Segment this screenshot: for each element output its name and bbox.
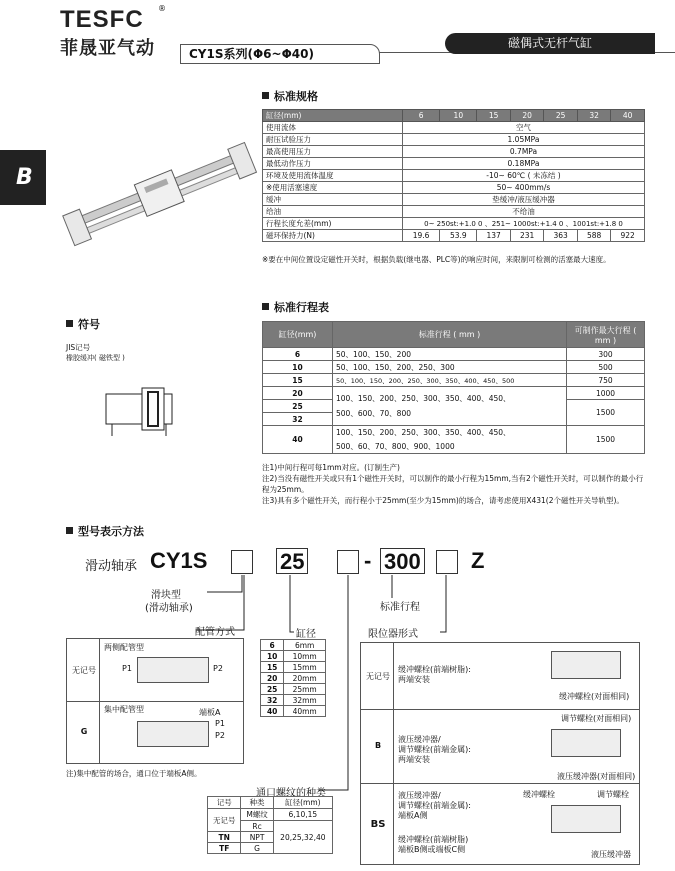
model-dash: - xyxy=(364,548,372,573)
limiter-desc: 液压缓冲器/ 调节螺栓(前端金属): 两端安装 xyxy=(398,735,471,764)
stroke-bore: 6 xyxy=(263,348,333,361)
stroke-bore: 15 xyxy=(263,374,333,387)
spec-note: ※要在中间位置设定磁性开关时，根据负载(继电器、PLC等)的响应时间，来限制可检测的活塞最大速度。 xyxy=(262,255,611,264)
thread-bores: 20,25,32,40 xyxy=(273,821,332,854)
bore-code: 40 xyxy=(261,706,284,717)
port-label: P2 xyxy=(215,731,225,740)
spec-bore: 15 xyxy=(477,110,510,122)
stroke-bore: 32 xyxy=(263,413,333,426)
thread-type: NPT xyxy=(241,832,273,843)
bore-code: 20 xyxy=(261,673,284,684)
pipe-code: 无记号 xyxy=(72,666,96,675)
stroke-heading: 标准行程表 xyxy=(262,299,329,315)
cylinder-illustration xyxy=(137,657,209,683)
spec-bore: 20 xyxy=(510,110,543,122)
stroke-bore: 20 xyxy=(263,387,333,400)
thread-header: 种类 xyxy=(241,797,273,809)
spec-row-label: 行程长度允差(mm) xyxy=(263,218,403,230)
spec-row-label: 使用流体 xyxy=(263,122,403,134)
bore-label: 缸径 xyxy=(296,629,316,640)
stroke-list: 50、100、150、200 xyxy=(333,348,567,361)
limiter-desc: 液压缓冲器/ 调节螺栓(前端金属): 端板A侧 xyxy=(398,791,471,820)
force-value: 137 xyxy=(477,230,510,242)
spec-row-label: 给油 xyxy=(263,206,403,218)
limiter-caption: 液压缓冲器(对面相同) xyxy=(557,772,636,781)
stroke-list-line: 500、60、70、800、900、1000 xyxy=(336,442,455,451)
limiter-code: BS xyxy=(370,819,386,830)
stroke-label: 标准行程 xyxy=(380,602,420,613)
plate-label: 端板A xyxy=(199,708,221,717)
stroke-bore: 10 xyxy=(263,361,333,374)
force-value: 53.9 xyxy=(440,230,477,242)
limiter-caption: 液压缓冲器 xyxy=(591,850,631,859)
spec-row-value: 1.05MPa xyxy=(403,134,645,146)
spec-row-label: 耐压试验压力 xyxy=(263,134,403,146)
spec-bore: 25 xyxy=(544,110,577,122)
stroke-max: 1000 xyxy=(567,387,645,400)
thread-header: 缸径(mm) xyxy=(273,797,332,809)
limiter-label: 限位器形式 xyxy=(368,629,418,640)
spec-bore: 10 xyxy=(440,110,477,122)
cylinder-illustration xyxy=(551,729,621,757)
force-value: 588 xyxy=(577,230,610,242)
jis-sub: 橡胶缓冲( 磁铁型 ) xyxy=(66,354,125,362)
spec-row-value: 不给油 xyxy=(403,206,645,218)
limiter-caption: 缓冲螺栓(对面相同) xyxy=(559,692,630,701)
limiter-caption: 调节螺栓 xyxy=(597,790,629,799)
spec-row-label: 磁环保持力(N) xyxy=(263,230,403,242)
port-label: P1 xyxy=(122,664,132,673)
stroke-bore: 40 xyxy=(263,426,333,454)
spec-row-value: 垫缓冲/液压缓冲器 xyxy=(403,194,645,206)
bore-code: 15 xyxy=(261,662,284,673)
bore-code: 25 xyxy=(261,684,284,695)
thread-code: TF xyxy=(208,843,241,854)
spec-row-label: ※使用活塞速度 xyxy=(263,182,403,194)
spec-row-value: 空气 xyxy=(403,122,645,134)
spec-row-value: -10~ 60℃ ( 未冻结 ) xyxy=(403,170,645,182)
spec-row-label: 缓冲 xyxy=(263,194,403,206)
force-value: 922 xyxy=(611,230,645,242)
limiter-caption: 调节螺栓(对面相同) xyxy=(561,714,632,723)
thread-header: 记号 xyxy=(208,797,241,809)
spec-heading: 标准规格 xyxy=(262,88,318,104)
thread-type: Rc xyxy=(241,821,273,832)
bore-size: 10mm xyxy=(284,651,326,662)
stroke-list-line: 100、150、200、250、300、350、400、450、 xyxy=(336,394,511,403)
spec-row-value: 0~ 250st:+1.0 0 、251~ 1000st:+1.4 0 、1001st:+1.8 0 xyxy=(403,218,645,230)
limiter-desc: 缓冲螺栓(前端树脂) 端板B侧或端板C侧 xyxy=(398,835,469,854)
spec-row-label: 环境及使用流体温度 xyxy=(263,170,403,182)
force-value: 363 xyxy=(544,230,577,242)
cylinder-illustration xyxy=(137,721,209,747)
stroke-list: 50、100、150、200、250、300、350、400、450、500 xyxy=(333,374,567,387)
jis-label: JIS记号 xyxy=(66,343,91,352)
spec-bore: 6 xyxy=(403,110,440,122)
stroke-note: 注1)中间行程可每1mm对应。(订制生产) xyxy=(262,463,400,472)
page-title: 磁偶式无杆气缸 xyxy=(445,33,655,54)
series-label: CY1S系列(Φ6~Φ40) xyxy=(180,44,380,64)
stroke-col-header: 标准行程 ( mm ) xyxy=(333,322,567,348)
stroke-list: 50、100、150、200、250、300 xyxy=(333,361,567,374)
port-label: P2 xyxy=(213,664,223,673)
pipe-name: 两侧配管型 xyxy=(104,643,144,652)
limiter-code: B xyxy=(374,741,382,750)
stroke-list-line: 500、600、70、800 xyxy=(336,409,411,418)
brand-name-cn: 菲晟亚气动 xyxy=(60,38,155,59)
spec-bore-label: 缸径(mm) xyxy=(263,110,403,122)
thread-label: 通口螺纹的种类 xyxy=(256,788,326,799)
bore-table xyxy=(260,639,326,717)
stroke-col-header: 缸径(mm) xyxy=(263,322,333,348)
thread-type: M螺纹 xyxy=(241,809,273,821)
model-stroke: 300 xyxy=(380,548,425,574)
stroke-max: 1500 xyxy=(567,400,645,426)
pipe-code: G xyxy=(80,727,88,736)
pipe-note: 注)集中配管的场合，通口位于端板A侧。 xyxy=(66,769,202,778)
bore-code: 32 xyxy=(261,695,284,706)
spec-row-value: 50~ 400mm/s xyxy=(403,182,645,194)
force-value: 19.6 xyxy=(403,230,440,242)
port-label: P1 xyxy=(215,719,225,728)
stroke-list-line: 100、150、200、250、300、350、400、450、 xyxy=(336,428,511,437)
bore-size: 6mm xyxy=(284,640,326,651)
stroke-note: 注2)当没有磁性开关或只有1个磁性开关时，可以制作的最小行程为15mm,当有2个磁性开关时，可以制作的最小行程为25mm。 xyxy=(262,474,644,494)
slide-type-sub: (滑动轴承) xyxy=(145,603,193,614)
model-heading: 型号表示方法 xyxy=(66,523,144,539)
model-z: Z xyxy=(471,548,485,573)
cylinder-illustration xyxy=(551,805,621,833)
stroke-col-header: 可制作最大行程 ( mm ) xyxy=(567,322,645,348)
thread-code: 无记号 xyxy=(208,809,241,832)
bore-size: 20mm xyxy=(284,673,326,684)
spec-bore: 32 xyxy=(577,110,610,122)
thread-bores: 6,10,15 xyxy=(273,809,332,821)
spec-row-value: 0.18MPa xyxy=(403,158,645,170)
model-prefix: 滑动轴承 xyxy=(85,559,138,574)
thread-code: TN xyxy=(208,832,241,843)
slide-type-label: 滑块型 xyxy=(151,590,181,601)
bore-code: 6 xyxy=(261,640,284,651)
spec-row-label: 最低动作压力 xyxy=(263,158,403,170)
stroke-note: 注3)具有多个磁性开关，而行程小于25mm(至少为15mm)的场合，请考虑使用X431(2个磁性开关导轨型)。 xyxy=(262,496,624,505)
limiter-table xyxy=(360,642,640,865)
stroke-max: 750 xyxy=(567,374,645,387)
model-code: CY1S xyxy=(150,548,208,573)
bore-size: 25mm xyxy=(284,684,326,695)
stroke-max: 500 xyxy=(567,361,645,374)
pipe-name: 集中配管型 xyxy=(104,705,144,714)
section-tab: B xyxy=(0,150,46,205)
thread-table xyxy=(207,796,333,854)
model-bore: 25 xyxy=(276,548,308,574)
limiter-caption: 缓冲螺栓 xyxy=(523,790,555,799)
cylinder-illustration xyxy=(551,651,621,679)
spec-bore: 40 xyxy=(611,110,645,122)
pipe-label: 配管方式 xyxy=(195,627,235,638)
thread-type: G xyxy=(241,843,273,854)
bore-code: 10 xyxy=(261,651,284,662)
registered-mark: ® xyxy=(158,4,166,13)
pipe-table xyxy=(66,638,244,764)
limiter-desc: 缓冲螺栓(前端树脂): 两端安装 xyxy=(398,665,471,684)
stroke-max: 1500 xyxy=(567,426,645,454)
spec-row-value: 0.7MPa xyxy=(403,146,645,158)
brand-logo: TESFC xyxy=(60,6,144,33)
force-value: 231 xyxy=(510,230,543,242)
bore-size: 15mm xyxy=(284,662,326,673)
spec-row-label: 最高使用压力 xyxy=(263,146,403,158)
symbol-heading: 符号 xyxy=(66,316,100,332)
bore-size: 32mm xyxy=(284,695,326,706)
limiter-code: 无记号 xyxy=(366,672,390,681)
stroke-max: 300 xyxy=(567,348,645,361)
stroke-bore: 25 xyxy=(263,400,333,413)
bore-size: 40mm xyxy=(284,706,326,717)
